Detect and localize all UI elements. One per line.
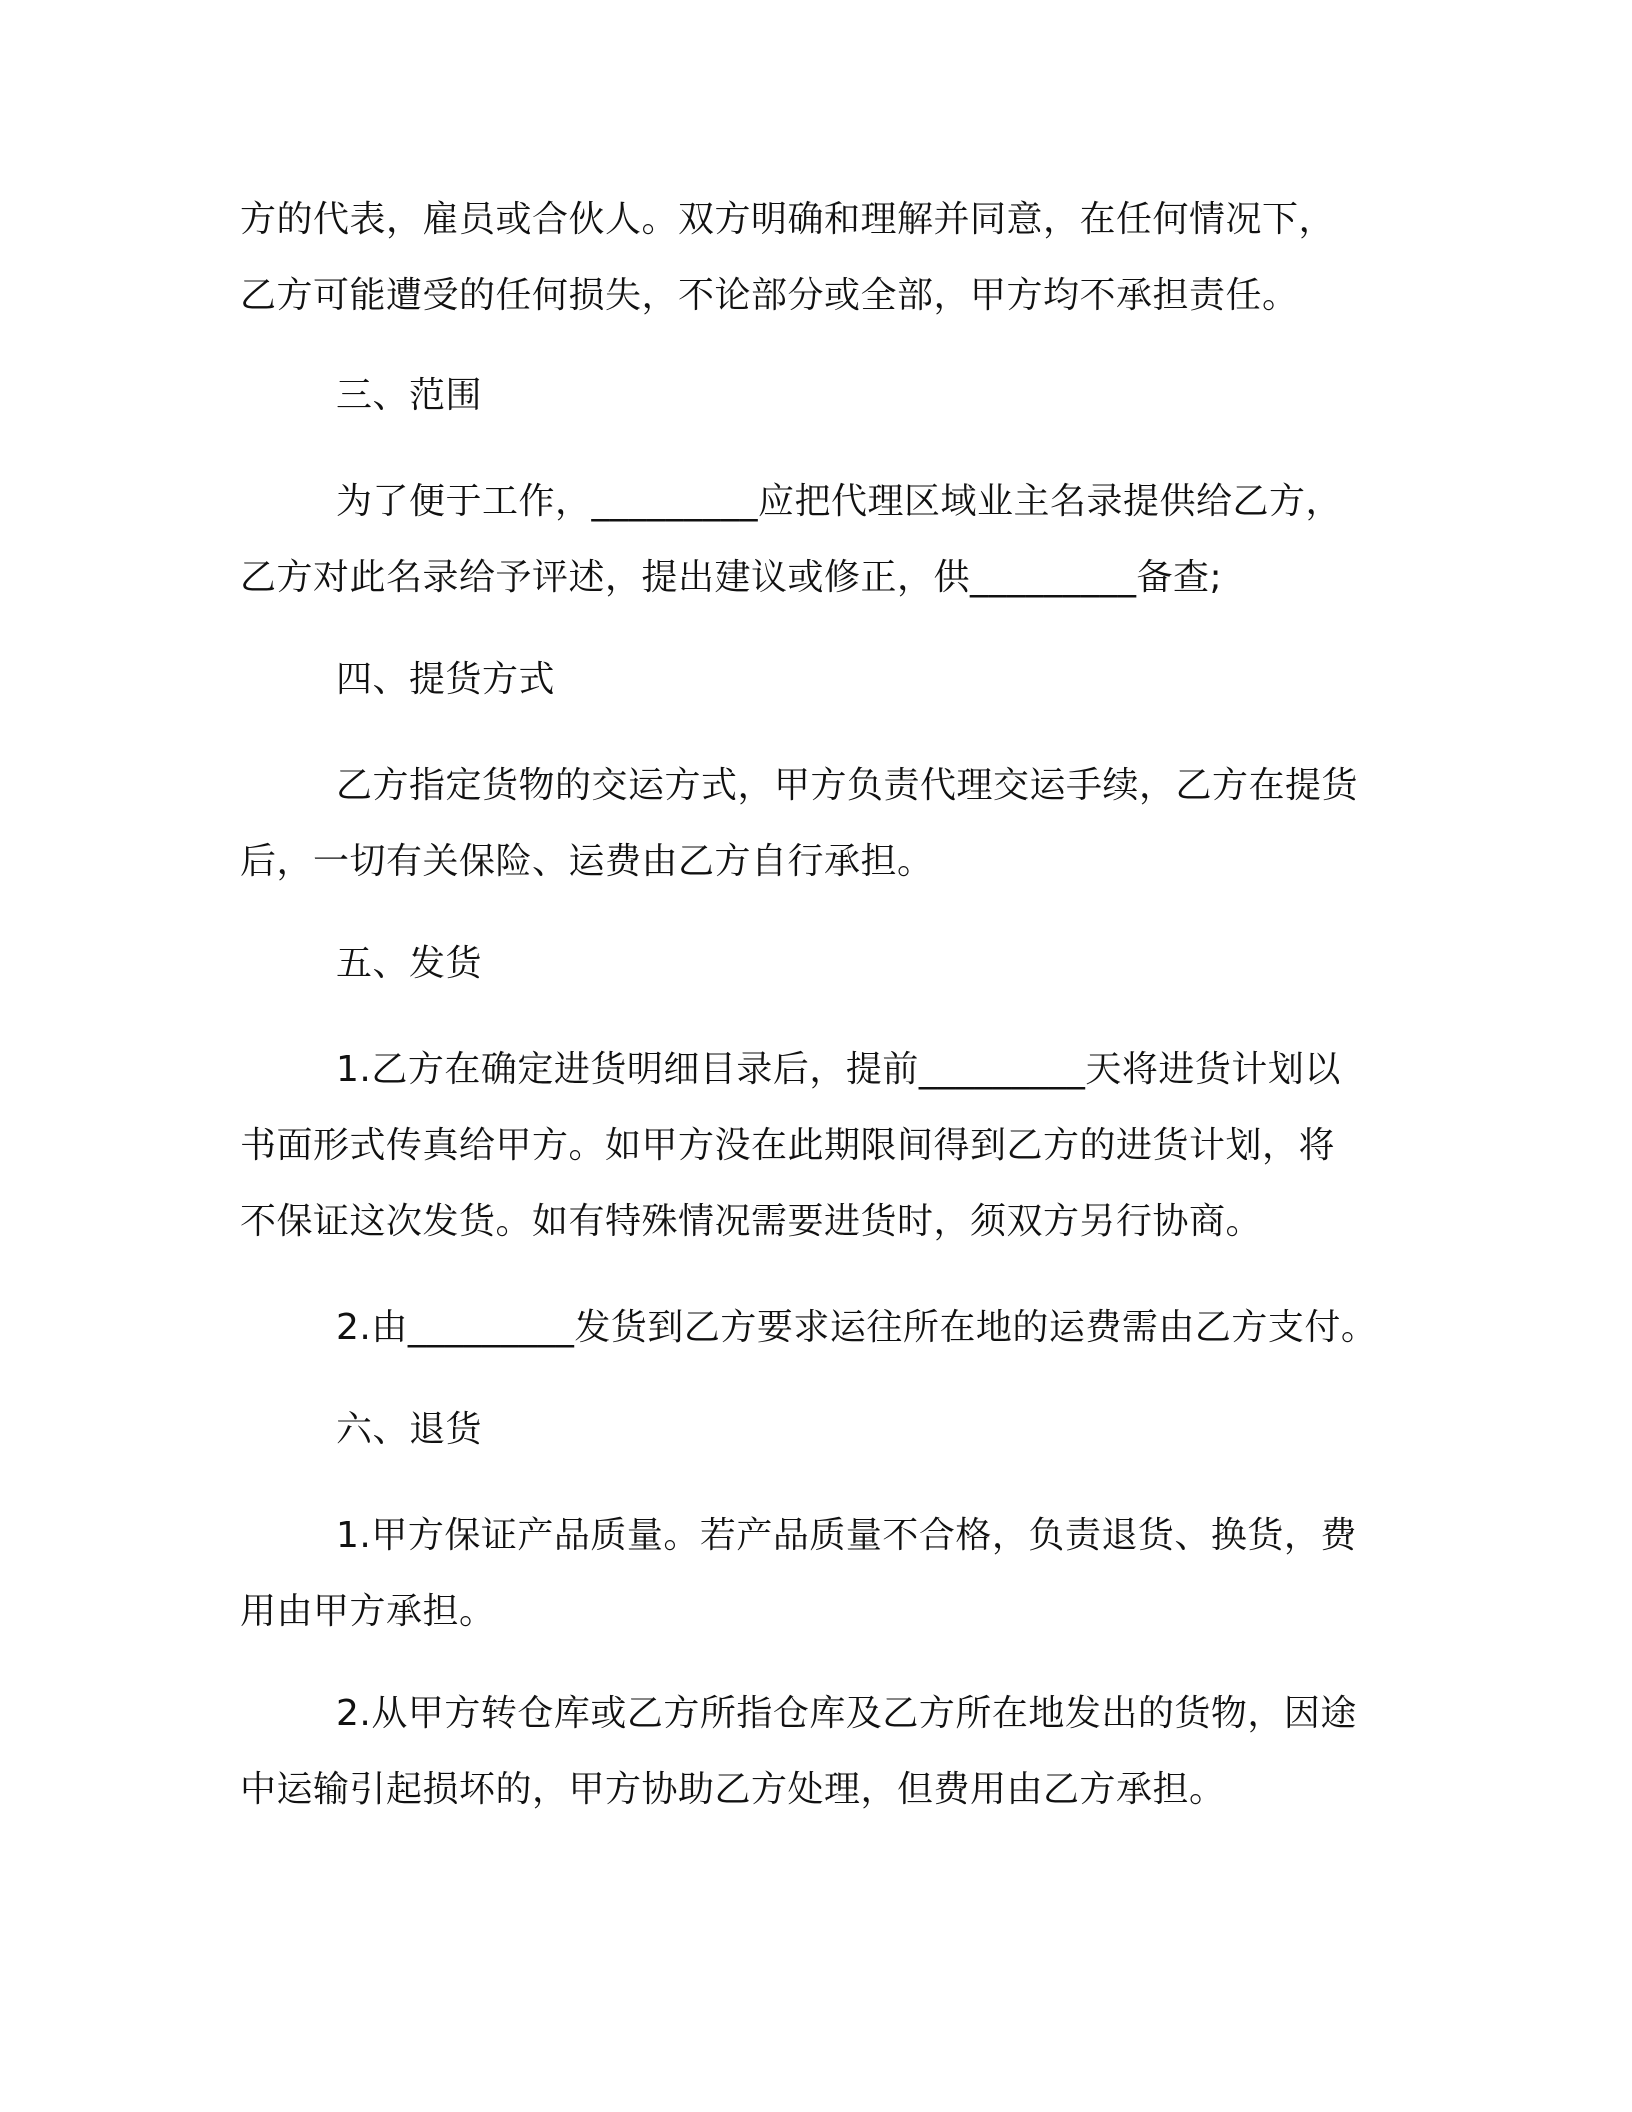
paragraph-line: 后，一切有关保险、运费由乙方自行承担。 <box>240 841 934 882</box>
paragraph-line: 乙方指定货物的交运方式，甲方负责代理交运手续，乙方在提货 <box>336 765 1359 806</box>
section-heading-shipping: 五、发货 <box>336 943 483 984</box>
section-heading-returns: 六、退货 <box>336 1409 483 1450</box>
paragraph-line: 不保证这次发货。如有特殊情况需要进货时，须双方另行协商。 <box>240 1201 1263 1242</box>
paragraph-line: 2.由_________发货到乙方要求运往所在地的运费需由乙方支付。 <box>336 1307 1378 1348</box>
paragraph-line: 2.从甲方转仓库或乙方所指仓库及乙方所在地发出的货物，因途 <box>336 1693 1357 1734</box>
section-heading-pickup: 四、提货方式 <box>336 659 556 700</box>
paragraph-line: 乙方对此名录给予评述，提出建议或修正，供_________备查; <box>240 557 1223 598</box>
paragraph-line: 中运输引起损坏的，甲方协助乙方处理，但费用由乙方承担。 <box>240 1769 1226 1810</box>
paragraph-line: 方的代表，雇员或合伙人。双方明确和理解并同意，在任何情况下， <box>240 199 1336 240</box>
paragraph-line: 1.乙方在确定进货明细目录后，提前_________天将进货计划以 <box>336 1049 1341 1090</box>
paragraph-line: 1.甲方保证产品质量。若产品质量不合格，负责退货、换货，费 <box>336 1515 1357 1556</box>
paragraph-line: 书面形式传真给甲方。如甲方没在此期限间得到乙方的进货计划，将 <box>240 1125 1336 1166</box>
paragraph-line: 用由甲方承担。 <box>240 1591 496 1632</box>
paragraph-line: 乙方可能遭受的任何损失，不论部分或全部，甲方均不承担责任。 <box>240 275 1299 316</box>
section-heading-scope: 三、范围 <box>336 375 483 416</box>
paragraph-line: 为了便于工作，_________应把代理区域业主名录提供给乙方， <box>336 481 1343 522</box>
